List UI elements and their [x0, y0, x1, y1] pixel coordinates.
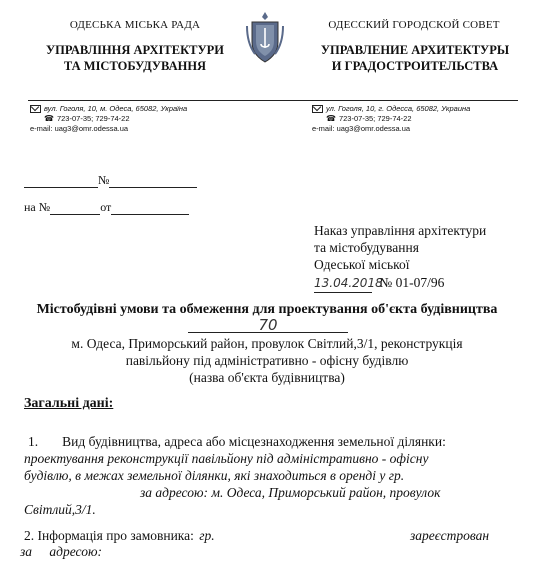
department-name-ru-line1: УПРАВЛЕНИЕ АРХИТЕКТУРЫ [320, 43, 510, 57]
department-name-ua-line2: ТА МІСТОБУДУВАННЯ [63, 59, 207, 73]
address-ua: вул. Гоголя, 10, м. Одеса, 65082, Україна [44, 104, 188, 113]
general-data-heading: Загальні дані: [24, 396, 114, 411]
envelope-icon [312, 105, 323, 113]
item-2-line2-address: адресою: [49, 544, 102, 559]
outgoing-number-line [24, 173, 197, 188]
object-name-line2: павільйону під адміністративно - офісну будівлю [125, 353, 409, 368]
item-2-line2-za: за [20, 544, 33, 559]
envelope-icon [30, 105, 41, 113]
item-1-line3: будівлю, в межах земельної ділянки, які знаходиться в оренді у гр. [24, 468, 405, 483]
department-name-ua [30, 42, 240, 74]
department-name-ua-line1: УПРАВЛІННЯ АРХІТЕКТУРИ [45, 43, 225, 57]
item-2 [24, 528, 512, 544]
object-name-caption: (назва об'єкта будівництва) [189, 370, 345, 385]
item-1 [24, 433, 512, 518]
conditions-number-value: 70 [258, 316, 278, 334]
document-title: Містобудівні умови та обмеження для проектування об'єкта будівництва [36, 302, 498, 317]
item-1-number: 1. [28, 434, 39, 449]
order-line2: та містобудування [314, 240, 419, 255]
phone-ru: 723-07-35; 729-74-22 [338, 114, 412, 123]
reference-line [24, 200, 189, 215]
item-1-line2: проектування реконструкції павільйону під адміністративно - офісну [24, 451, 429, 466]
email-ua: e-mail: uag3@omr.odessa.ua [30, 124, 129, 133]
phone-icon: ☎ [326, 114, 336, 123]
outgoing-number-sign: № [98, 173, 110, 187]
outgoing-number-blank [109, 176, 197, 188]
order-line3: Одеської міської [314, 257, 410, 272]
department-name-ru [310, 42, 520, 74]
order-line1: Наказ управління архітектури [314, 223, 487, 238]
item-1-line4: за адресою: м. Одеса, Приморський район, провулок [140, 485, 441, 500]
order-number: № 01-07/96 [379, 275, 445, 290]
object-name [10, 335, 524, 386]
order-block [314, 222, 486, 293]
item-2-line2 [20, 544, 102, 560]
item-2-registered: зареєстрован [410, 528, 490, 543]
reference-number-blank [50, 203, 100, 215]
order-date: 13.04.2018 [314, 275, 372, 293]
header-divider [28, 100, 518, 101]
item-1-label: Вид будівництва, адреса або місцезнаходження земельної ділянки: [62, 434, 446, 449]
item-2-gr: гр. [199, 528, 215, 543]
phone-ua: 723-07-35; 729-74-22 [56, 114, 130, 123]
reference-from: от [100, 200, 112, 214]
object-name-line1: м. Одеса, Приморський район, провулок Світлий,3/1, реконструкція [71, 336, 463, 351]
reference-prefix: на № [24, 200, 51, 214]
item-2-label: 2. Інформація про замовника: [24, 528, 194, 543]
reference-date-blank [111, 203, 189, 215]
conditions-number [188, 316, 348, 333]
phone-icon: ☎ [44, 114, 54, 123]
outgoing-date-blank [24, 176, 98, 188]
council-name-ua: ОДЕСЬКА МІСЬКА РАДА [69, 19, 201, 31]
contacts-ru [312, 104, 470, 134]
department-name-ru-line2: И ГРАДОСТРОИТЕЛЬСТВА [331, 59, 499, 73]
coat-of-arms-icon [244, 10, 286, 66]
contacts-ua [30, 104, 187, 134]
item-1-line5: Світлий,3/1. [24, 502, 96, 517]
council-name-ru: ОДЕССКИЙ ГОРОДСКОЙ СОВЕТ [328, 19, 500, 31]
address-ru: ул. Гоголя, 10, г. Одесса, 65082, Украина [326, 104, 471, 113]
email-ru: e-mail: uag3@omr.odessa.ua [312, 124, 411, 133]
